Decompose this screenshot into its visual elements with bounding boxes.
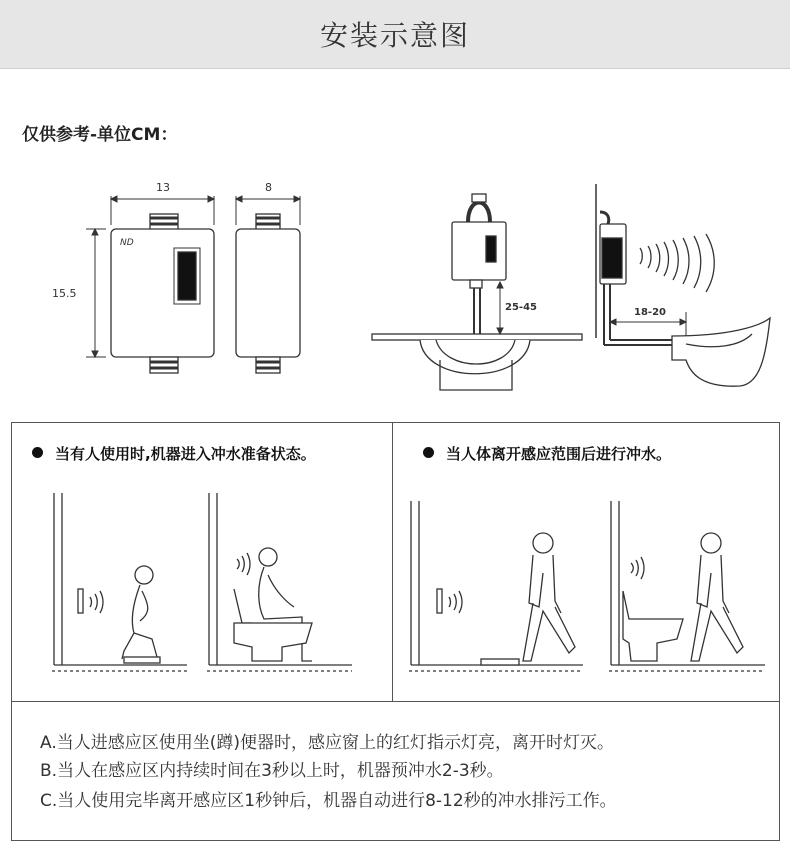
- side-view-device: [236, 214, 300, 373]
- unit-note: 仅供参考-单位CM：: [22, 125, 178, 145]
- panel-in-use: [11, 422, 394, 702]
- sensor-height-label: 25-45: [505, 302, 537, 313]
- height-label: 15.5: [52, 287, 77, 300]
- front-view-device: [111, 214, 214, 373]
- urinal-install: [596, 184, 770, 386]
- in-use-scenes: [12, 483, 393, 701]
- page-title: 安装示意图: [319, 19, 470, 52]
- squat-toilet-install: [372, 194, 582, 390]
- note-c: C.当人使用完毕离开感应区1秒钟后，机器自动进行8-12秒的冲水排污工作。: [40, 791, 617, 811]
- svg-text:ND: ND: [120, 238, 134, 248]
- notes-box: [11, 700, 780, 841]
- side-width-label: 8: [265, 181, 272, 194]
- sensor-wave-icon: [640, 234, 714, 292]
- panel-after-leave: [392, 422, 780, 702]
- after-leave-scenes: [393, 483, 779, 701]
- bullet-icon: [423, 447, 434, 458]
- note-a: A.当人进感应区使用坐(蹲)便器时，感应窗上的红灯指示灯亮，离开时灯灭。: [40, 733, 614, 753]
- panel-after-leave-caption: [423, 443, 671, 464]
- panel-after-leave-text: 当人体离开感应范围后进行冲水。: [446, 445, 672, 463]
- panel-in-use-caption: [32, 443, 316, 464]
- note-b: B.当人在感应区内持续时间在3秒以上时，机器预冲水2-3秒。: [40, 761, 504, 781]
- sensor-distance-label: 18-20: [634, 307, 666, 318]
- header-banner: [0, 0, 790, 69]
- installation-drawing: [0, 170, 790, 400]
- bullet-icon: [32, 447, 43, 458]
- front-width-label: 13: [156, 181, 170, 194]
- panel-in-use-text: 当有人使用时,机器进入冲水准备状态。: [55, 445, 316, 463]
